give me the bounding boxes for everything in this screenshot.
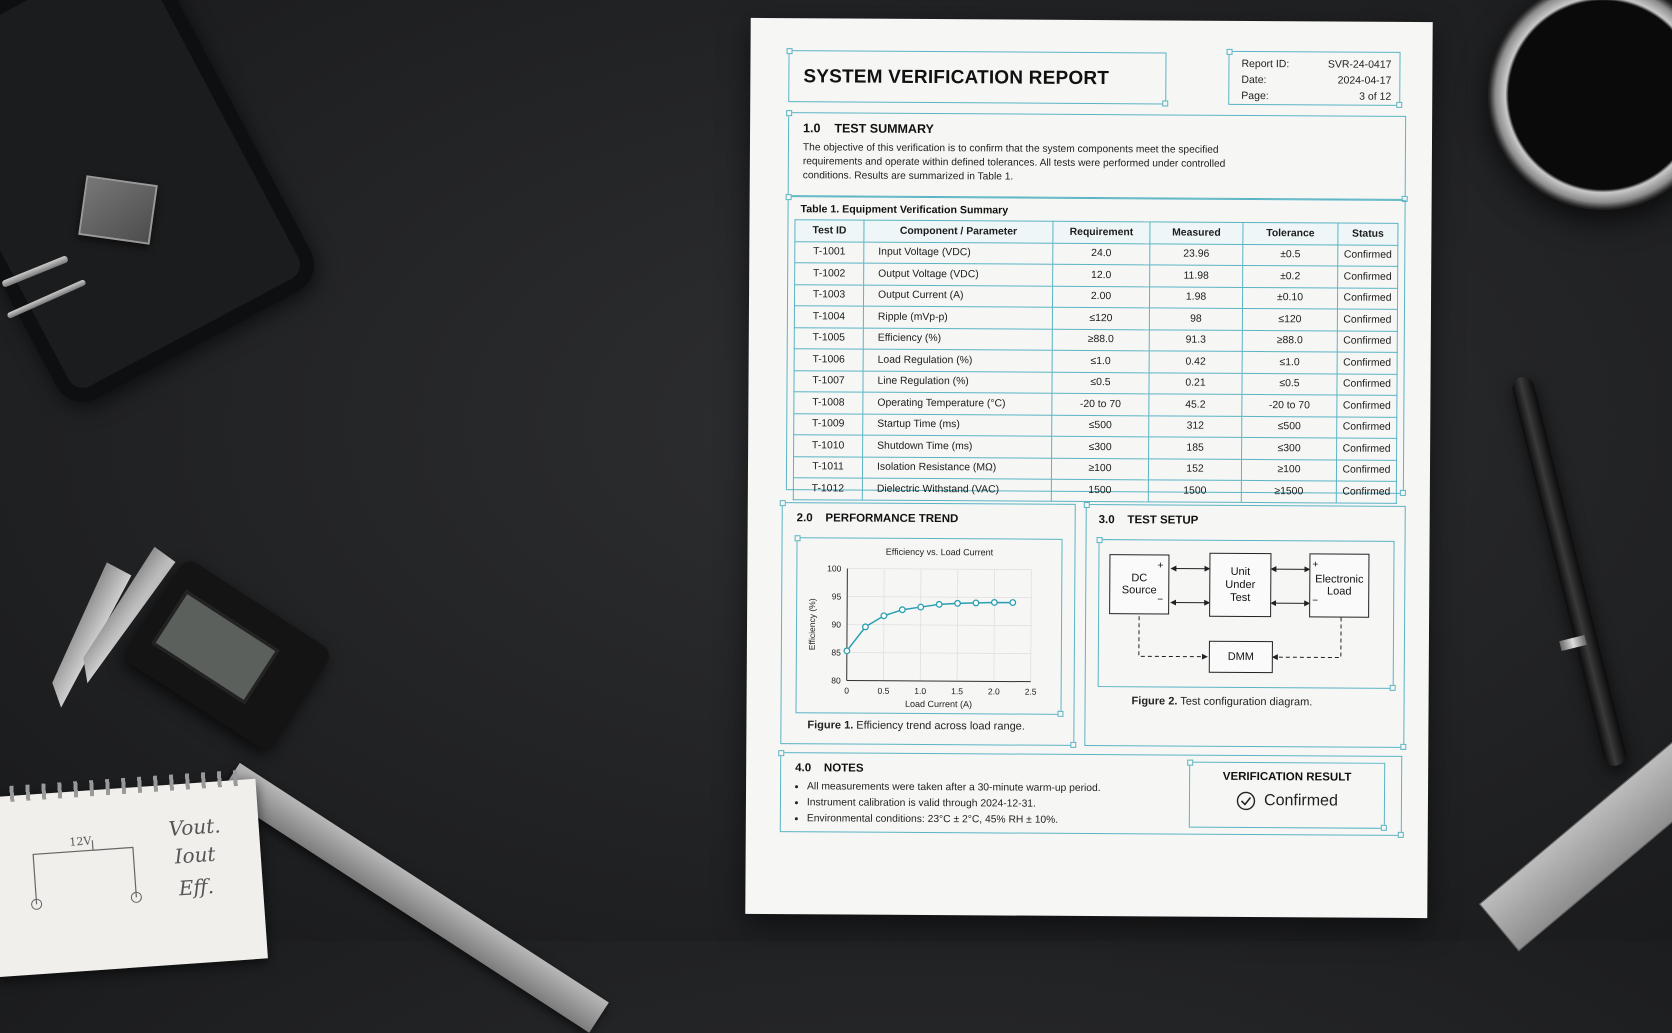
summary-line: The objective of this verification is to confirm that the system components meet the specified [803,141,1393,159]
data-point [863,624,869,630]
notes-heading: 4.0 NOTES [795,762,863,774]
grid-line [920,569,921,681]
table-cell: 0.21 [1149,372,1242,394]
table-cell: Ripple (mVp-p) [863,306,1052,329]
grid-line [1031,570,1032,682]
table-cell: T-1011 [793,456,862,478]
minus-terminal: − [1312,595,1318,606]
data-point [900,607,906,613]
table-cell: Confirmed [1338,266,1398,288]
table-cell: Shutdown Time (ms) [863,435,1052,458]
sketch-label: 12V [69,834,93,849]
notepad [0,779,268,978]
ruler [1479,691,1672,952]
table-cell: 45.2 [1149,394,1242,416]
meta-label: Report ID: [1241,56,1289,72]
notes-list [791,779,1187,829]
table-cell: Startup Time (ms) [863,414,1052,437]
table-cell: Confirmed [1336,460,1396,482]
chart-frame [795,537,1062,715]
plus-terminal: + [1312,559,1318,570]
report-meta [1241,56,1391,105]
header-cell: Tolerance [1243,222,1338,244]
table-cell: T-1012 [793,478,862,500]
table-cell: Confirmed [1337,374,1397,396]
circuit-sketch [17,826,153,925]
table-cell: ≤0.5 [1242,373,1337,395]
table-cell: ±0.10 [1242,287,1337,309]
y-tick-label: 85 [831,647,841,657]
setup-heading: 3.0 TEST SETUP [1099,514,1199,527]
table-cell: T-1008 [794,392,863,414]
table-cell: ≤120 [1242,308,1337,330]
note-item: • Instrument calibration is valid through 2024-12-31. [807,795,1187,813]
table-cell: T-1010 [794,435,863,457]
summary-line: conditions. Results are summarized in Table 1. [803,169,1393,187]
table-cell: ±0.2 [1243,265,1338,287]
table-cell: T-1004 [794,306,863,328]
table-cell: ≤500 [1052,415,1149,437]
table-cell: 91.3 [1149,329,1242,351]
table-cell: Load Regulation (%) [863,349,1052,372]
table-cell: Confirmed [1337,288,1397,310]
table-cell: ≤1.0 [1242,351,1337,373]
table-cell: ≤1.0 [1052,350,1149,372]
table-cell: ≤300 [1052,436,1149,458]
x-tick-label: 0.5 [877,686,889,696]
x-axis-label: Load Current (A) [905,699,972,709]
summary-text [803,141,1393,187]
summary-line: requirements and operate within defined tolerances. All tests were performed under controlled [803,155,1393,173]
summary-section [788,112,1407,200]
plus-terminal: + [1157,560,1163,571]
efficiency-series-line [847,602,1013,652]
caption-label: Figure 2. [1132,695,1178,707]
grid-line [994,569,995,681]
meta-label: Page: [1241,88,1269,104]
table-cell: 2.00 [1052,286,1149,308]
x-tick-label: 1.5 [951,686,963,696]
table-cell: Confirmed [1337,331,1397,353]
table-cell: Confirmed [1337,395,1397,417]
meta-value: 2024-04-17 [1338,73,1392,89]
table-cell: Output Current (A) [863,285,1052,308]
grid-line [847,597,1031,598]
notepad-spiral [0,770,244,803]
note-line: Iout [174,842,216,869]
grid-line [883,569,884,681]
table-cell: T-1003 [794,284,863,306]
dmm-label: DMM [1228,651,1254,663]
table-cell: ±0.5 [1243,244,1338,266]
table-cell: Line Regulation (%) [863,371,1052,394]
x-tick-label: 2.5 [1025,687,1037,697]
report-page [745,18,1432,918]
caliper-scale [220,763,609,1033]
data-point [1010,600,1016,606]
data-point [918,604,924,610]
coffee-mug [1488,0,1672,210]
meta-box [1228,51,1400,106]
table-cell: Confirmed [1338,245,1398,267]
table-cell: ≥100 [1241,459,1336,481]
title-box [788,50,1166,104]
x-tick-label: 0 [844,686,849,696]
table-caption: Table 1. Equipment Verification Summary [801,203,1009,216]
table-cell: ≤300 [1242,437,1337,459]
grid-line [847,625,1031,626]
data-point [973,600,979,606]
diagram-frame [1098,539,1395,689]
data-point [955,601,961,607]
meta-value: 3 of 12 [1359,89,1391,105]
table-cell: Efficiency (%) [863,328,1052,351]
check-circle-icon [1236,791,1256,811]
result-title: VERIFICATION RESULT [1190,771,1384,784]
table-cell: 24.0 [1053,243,1150,265]
x-axis [847,681,1031,682]
dc-source-label: DC Source [1122,572,1157,596]
table-cell: T-1009 [794,413,863,435]
table-cell: -20 to 70 [1242,394,1337,416]
table-cell: 1500 [1051,479,1148,501]
note-line: Vout. [168,813,221,841]
table-cell: T-1001 [795,241,864,263]
verification-table [793,219,1399,503]
parts-tray [0,0,325,412]
grid-line [847,653,1031,654]
table-cell: Confirmed [1337,309,1397,331]
grid-line [957,569,958,681]
y-tick-label: 80 [831,675,841,685]
chart-title: Efficiency vs. Load Current [886,547,994,558]
result-text: Confirmed [1264,792,1338,810]
table-cell: T-1007 [794,370,863,392]
table-cell: 312 [1149,415,1242,437]
ic-chip [78,175,158,244]
table-cell: Confirmed [1337,438,1397,460]
dmm-block [1209,641,1273,673]
result-value [1190,791,1384,812]
x-tick-label: 2.0 [988,686,1000,696]
data-point [992,600,998,606]
data-point [844,648,850,654]
table-cell: 0.42 [1149,351,1242,373]
data-point [936,602,942,608]
note-item: • Environmental conditions: 23°C ± 2°C, 45% RH ± 10%. [807,811,1187,829]
table-cell: Input Voltage (VDC) [864,242,1053,265]
table-cell: Isolation Resistance (MΩ) [862,457,1051,480]
table-cell: ≥1500 [1241,480,1336,502]
table-row [793,478,1396,503]
table-cell: ≤120 [1052,307,1149,329]
grid-line [847,569,1031,570]
electronic-load-label: Electronic Load [1315,573,1363,597]
table-cell: ≤500 [1242,416,1337,438]
table-cell: Output Voltage (VDC) [864,263,1053,286]
y-axis [847,569,848,681]
caption-label: Figure 1. [807,719,853,731]
table-cell: 152 [1148,458,1241,480]
table-cell: Confirmed [1336,481,1396,503]
figure-2-caption [1132,695,1313,708]
caption-text: Efficiency trend across load range. [853,720,1025,733]
table-cell: ≥88.0 [1242,330,1337,352]
meta-row [1241,56,1391,73]
header-cell: Test ID [795,220,864,242]
table-cell: ≥88.0 [1052,329,1149,351]
header-cell: Component / Parameter [864,220,1053,243]
pen [1510,375,1628,768]
x-tick-label: 1.0 [914,686,926,696]
table-section [786,196,1406,494]
table-cell: T-1002 [795,263,864,285]
y-tick-label: 100 [827,563,842,573]
note-line: Eff. [178,874,215,900]
report-title: SYSTEM VERIFICATION REPORT [803,66,1109,90]
y-tick-label: 95 [832,591,842,601]
table-cell: Operating Temperature (°C) [863,392,1052,415]
minus-terminal: − [1157,594,1163,605]
table-cell: T-1005 [794,327,863,349]
table-cell: ≤0.5 [1052,372,1149,394]
notes-section [780,752,1402,836]
y-axis-label: Efficiency (%) [807,598,817,650]
table-cell: 11.98 [1150,265,1243,287]
table-cell: Confirmed [1337,352,1397,374]
efficiency-chart [797,538,1062,714]
table-cell: 23.96 [1150,243,1243,265]
table-cell: 12.0 [1053,264,1150,286]
table-cell: ≥100 [1051,458,1148,480]
table-cell: Confirmed [1337,417,1397,439]
data-point [881,613,887,619]
table-cell: T-1006 [794,349,863,371]
setup-section [1084,504,1405,748]
verification-result-box [1189,762,1385,829]
header-cell: Status [1338,223,1398,245]
table-cell: -20 to 70 [1052,393,1149,415]
y-tick-label: 90 [832,619,842,629]
table-cell: 1.98 [1149,286,1242,308]
table-cell: 1500 [1148,480,1241,502]
trend-section [780,502,1075,746]
meta-row [1241,88,1391,105]
meta-label: Date: [1241,72,1266,88]
meta-row [1241,72,1391,89]
header-cell: Requirement [1053,221,1150,243]
table-cell: Dielectric Withstand (VAC) [862,478,1051,501]
table-cell: 98 [1149,308,1242,330]
note-item: • All measurements were taken after a 30-minute warm-up period. [807,779,1187,797]
uut-label: Unit Under Test [1225,565,1255,604]
uut-block [1209,553,1271,617]
meta-value: SVR-24-0417 [1328,56,1392,72]
summary-heading: 1.0 TEST SUMMARY [803,121,934,136]
figure-1-caption [807,719,1025,732]
header-cell: Measured [1150,222,1243,244]
trend-heading: 2.0 PERFORMANCE TREND [797,512,959,525]
table-cell: 185 [1149,437,1242,459]
caption-text: Test configuration diagram. [1177,696,1312,709]
